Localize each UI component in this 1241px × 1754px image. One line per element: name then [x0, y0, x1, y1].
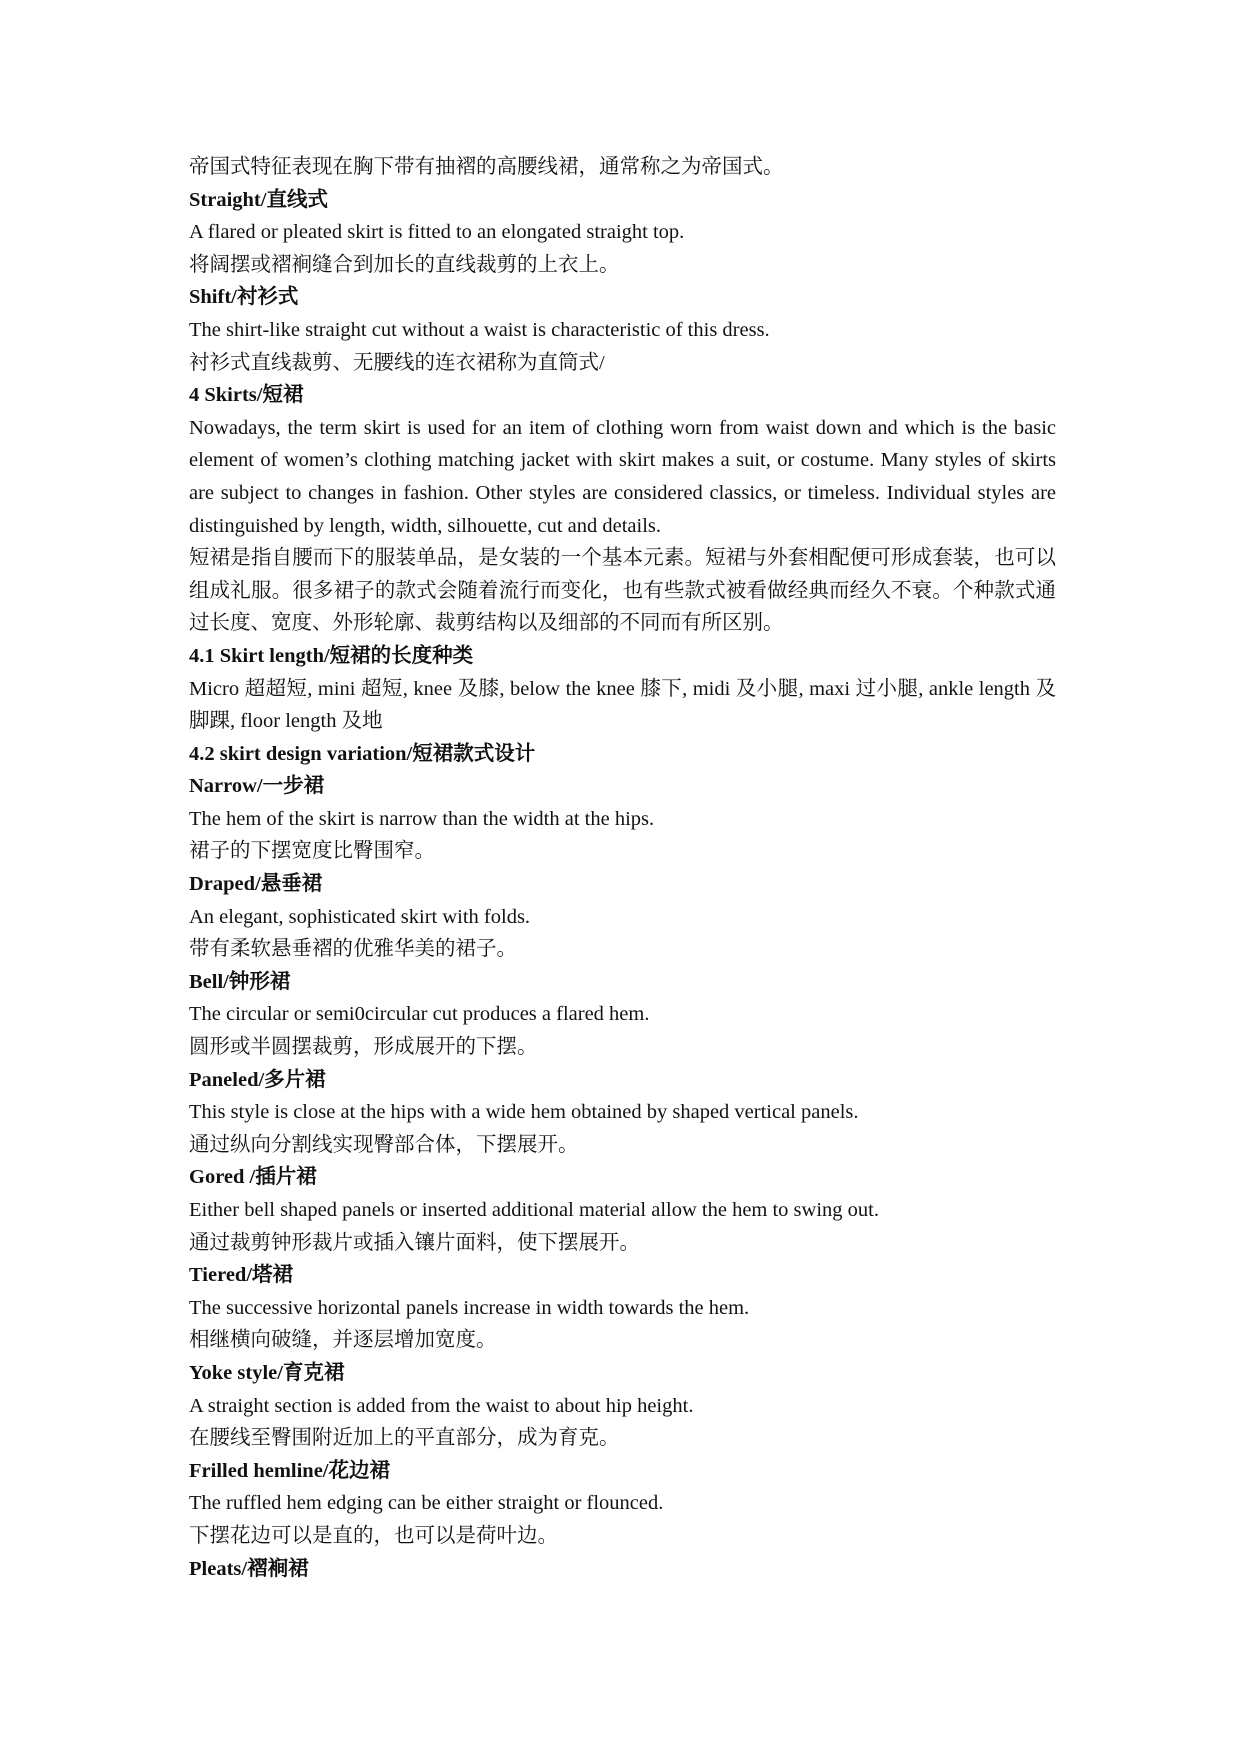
heading-frilled: Frilled hemline/花边裙 — [189, 1459, 390, 1482]
gored-en: Either bell shaped panels or inserted additional material allow the hem to swing out. — [189, 1199, 879, 1221]
heading-narrow: Narrow/一步裙 — [189, 775, 325, 798]
heading-gored: Gored /插片裙 — [189, 1166, 317, 1189]
paneled-zh: 通过纵向分割线实现臀部合体，下摆展开。 — [189, 1133, 579, 1156]
yoke-en: A straight section is added from the waist to about hip height. — [189, 1394, 694, 1417]
draped-zh: 带有柔软悬垂褶的优雅华美的裙子。 — [189, 938, 517, 961]
skirt-length-text: Micro 超超短, mini 超短, knee 及膝, below the knee 膝下, midi 及小腿, maxi 过小腿, ankle length 及脚踝, floor length 及地 — [189, 677, 1056, 733]
heading-bell: Bell/钟形裙 — [189, 970, 291, 993]
skirts-zh-paragraph: 短裙是指自腰而下的服装单品，是女装的一个基本元素。短裙与外套相配便可形成套装，也可以组成礼服。很多裙子的款式会随着流行而变化，也有些款式被看做经典而经久不衰。个种款式通过长度、宽度、外形轮廓、裁剪结构以及细部的不同而有所区别。 — [189, 547, 1056, 635]
heading-straight: Straight/直线式 — [189, 188, 328, 211]
paneled-en: This style is close at the hips with a wide hem obtained by shaped vertical panels. — [189, 1101, 859, 1124]
heading-skirts: 4 Skirts/短裙 — [189, 384, 304, 407]
heading-shift: Shift/衬衫式 — [189, 286, 299, 309]
gored-zh: 通过裁剪钟形裁片或插入镶片面料，使下摆展开。 — [189, 1231, 640, 1254]
bell-zh: 圆形或半圆摆裁剪，形成展开的下摆。 — [189, 1036, 538, 1059]
narrow-zh: 裙子的下摆宽度比臀围窄。 — [189, 840, 435, 863]
straight-zh: 将阔摆或褶裥缝合到加长的直线裁剪的上衣上。 — [189, 253, 620, 276]
heading-design-variation: 4.2 skirt design variation/短裙款式设计 — [189, 742, 536, 765]
straight-en: A flared or pleated skirt is fitted to an elongated straight top. — [189, 221, 685, 244]
heading-paneled: Paneled/多片裙 — [189, 1068, 326, 1091]
frilled-en: The ruffled hem edging can be either straight or flounced. — [189, 1492, 664, 1515]
heading-pleats: Pleats/褶裥裙 — [189, 1557, 309, 1580]
heading-draped: Draped/悬垂裙 — [189, 873, 323, 896]
intro-zh: 帝国式特征表现在胸下带有抽褶的高腰线裙，通常称之为帝国式。 — [189, 156, 784, 178]
shift-en: The shirt-like straight cut without a waist is characteristic of this dress. — [189, 318, 770, 341]
document-page — [189, 151, 1056, 1585]
yoke-zh: 在腰线至臀围附近加上的平直部分，成为育克。 — [189, 1427, 620, 1450]
bell-en: The circular or semi0circular cut produces a flared hem. — [189, 1003, 650, 1026]
narrow-en: The hem of the skirt is narrow than the width at the hips. — [189, 807, 655, 830]
skirts-en-paragraph: Nowadays, the term skirt is used for an item of clothing worn from waist down and which is the basic element of women’s clothing matching jacket with skirt makes a suit, or costume. Many styles of skirts are subject to changes in fashion. Other styles are considered classics, or timeless. Individual styles are distinguished by length, width, silhouette, cut and details. — [189, 416, 1056, 537]
tiered-zh: 相继横向破缝，并逐层增加宽度。 — [189, 1329, 497, 1352]
draped-en: An elegant, sophisticated skirt with folds. — [189, 905, 531, 928]
heading-skirt-length: 4.1 Skirt length/短裙的长度种类 — [189, 644, 474, 667]
frilled-zh: 下摆花边可以是直的，也可以是荷叶边。 — [189, 1524, 558, 1547]
tiered-en: The successive horizontal panels increase in width towards the hem. — [189, 1296, 750, 1319]
heading-yoke: Yoke style/育克裙 — [189, 1361, 345, 1384]
shift-zh: 衬衫式直线裁剪、无腰线的连衣裙称为直筒式/ — [189, 351, 605, 374]
heading-tiered: Tiered/塔裙 — [189, 1264, 294, 1287]
